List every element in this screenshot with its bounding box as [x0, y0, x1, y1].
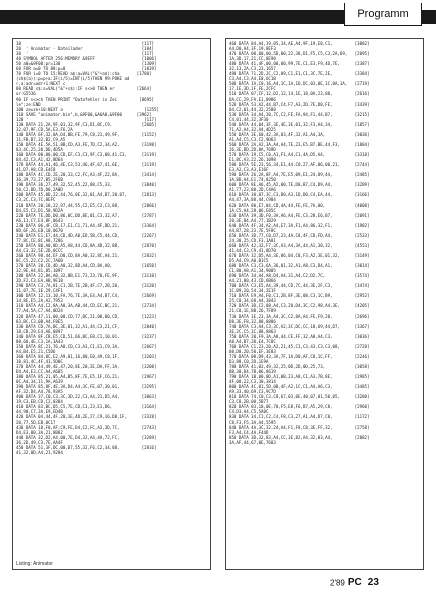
listing-line: (ch$(a)):p=p+a:IF(i/5)=INT(i/5)THEN 99:POKE ad [16, 76, 142, 82]
listing-line: 1C,B9,20,54,34,2E1F [229, 288, 358, 294]
listing-line: 620 DATA 80,E7,84,CD,4A,44,FE,FE,7A,00, [4008] [229, 202, 370, 208]
listing-line: 220 DATA 7E,DD,D0,86,0C,DD,8E,01,C3,32,A7, [2787] [16, 212, 157, 218]
listing-line: 830 DATA 34,C1,C2,C4,F8,C3,27,A1,A4,D7,C0, [1172] [229, 414, 370, 420]
listing-line: 8C,C5,22,C2,2C,7A6B [16, 258, 145, 264]
listing-line: 500 DATA 1A,C0,16,A4,1C,1A,1D,DC,03,0E,1C,0A,1A, [2719] [229, 81, 370, 87]
listing-line: 50 a0=&9F00:pr=130 [1309] [16, 61, 157, 67]
listing-line: 21,C0,1E,8B,26,7F89 [229, 308, 358, 314]
listing-line: A4,B4,E5,21,C5D6 [16, 348, 145, 354]
magazine-name: PC [347, 577, 362, 589]
listing-caption: Listing: Animator [16, 561, 53, 567]
listing-line: A1,77,23,80,2D,C4A6 [229, 187, 358, 193]
listing-line: 8B,30,D4,7B,06,8619 [229, 369, 358, 375]
listing-line: 330 DATA CD,7A,BC,3E,01,32,A1,44,C3,21,CF, [2840] [16, 323, 157, 329]
listing-line: 430 DATA 10,F0,AF,C9,FE,D4,C2,FC,A3,3D,7C, [2743] [16, 424, 157, 430]
listing-line: 120 ' [117] [16, 116, 157, 122]
listing-line: 11,07,7E,1E,29,C4F1 [16, 288, 145, 294]
listing-line: 20 ' Animator - Dateilader [184] [16, 46, 155, 52]
listing-line: 550 DATA 3E,60,42,3A,83,4F,32,A1,A4,3A, [3036] [229, 131, 370, 137]
listing-line: 810 DATA 74,C0,C3,C8,67,03,0E,40,07,01,50,05, [3280] [229, 394, 370, 400]
listing-line: 1A,3D,17,21,CC,8E90 [229, 56, 358, 62]
listing-line: D8,3E,F8,32,88,8806 [229, 318, 358, 324]
listing-line: 32,9E,A4,81,85,1097 [16, 268, 145, 274]
listing-line: 750 DATA 20,F9,3A,A8,44,CE,FF,32,A8,A4,C3, [3036] [229, 333, 370, 339]
listing-line: 70 FOR i=0 TO 15:READ a$:a=VAL("&"+a$):cha [1780] [16, 71, 152, 77]
listing-line: 650 DATA 3D,77,C0,D7,23,4A,C8,4F,CD,FD,A4, [2533] [229, 232, 370, 238]
listing-line: 3A,8D,A4,E1,74,8250 [229, 177, 358, 183]
listing-line: 77,8C,CE,8C,A8,7286 [16, 237, 145, 243]
listing-line: 190 DATA 36,27,49,32,52,45,22,88,C5,33, [3840] [16, 182, 157, 188]
listing-line: 200 DATA 45,0D,22,44,76,0E,32,01,A4,B7,20,07, [2813] [16, 192, 157, 198]
listing-line: D3,88,C0,2D,1E9A [229, 358, 358, 364]
listing-line: 180 DATA 4C,CD,2E,20,33,C2,FC,A3,4F,22,8A, [3414] [16, 172, 157, 178]
listing-line: 340 DATA 8F,CB,E5,CD,51,66,BC,E0,C1,10,01, [3237] [16, 333, 157, 339]
listing-line: or:G5536 [16, 91, 145, 97]
listing-line: 370 DATA 44,49,4E,47,20,8E,20,2E,DA,FF,3A, [3208] [16, 364, 157, 369]
listing-line: 18,CB,29,E4,A6,0897 [16, 328, 145, 334]
listing-line: DA,CC,29,FA,E1,0986 [229, 96, 358, 102]
listing-line: 460 DATA 84,A4,19,05,34,AE,A4,9F,19,E8,C1, [3082] [229, 41, 370, 46]
listing-line: 20,3E,84,A4,77,1B29 [229, 217, 358, 223]
listing-line: 30 ' [117] [16, 51, 155, 57]
listing-line: 840 DATA 4A,3C,32,24,A4,F1,F8,C8,3E,FF,32, [2758] [229, 424, 370, 430]
listing-line: 32,13,2A,C3,23,1657 [229, 66, 358, 72]
listing-line: 150 DATA 4E,5A,51,8B,CD,A3,FE,7D,C2,34,A2, [3198] [16, 141, 157, 147]
listing-line: 60 FOR a=0 TO 88:p=0 [1039] [16, 66, 157, 72]
listing-line: 32,07,9F,CD,5A,E3,F6,2A [16, 126, 145, 132]
listing-line: 08,D0,20,50,EF,3E83 [229, 348, 358, 354]
listing-line: 250 DATA 80,A0,8D,A5,A8,44,CD,8A,4D,32,8B, [2870] [16, 242, 157, 248]
listing-line: 770 DATA 08,D9,43,3A,7F,1A,D0,AF,C8,1C,FF, [2246] [229, 353, 370, 359]
listing-line: 520 DATA 53,A2,44,B7,C4,F7,A3,2D,7E,D0,FE, [3439] [229, 101, 370, 107]
listing-line: 83,BC,C3,0B,A4,F8E5 [16, 318, 145, 324]
listing-line: 730 DATA 1E,23,3A,A4,3C,C2,8A,A4,FE,F9,20, [2696] [229, 313, 370, 319]
listing-line: 41,44,C3,C9,41,8D70 [229, 247, 358, 253]
listing-line: 8D,6F,26,EB,10,0670 [16, 227, 145, 233]
listing-line: 10 [117] [16, 41, 155, 46]
listing-line: 490 DATA 71,2D,2C,C2,09,C1,E1,C1,3C,7E,2E, [3384] [229, 71, 370, 77]
listing-line: 140 DATA 6F,32,0A,D4,BB,FE,79,C8,21,49,9F, [1152] [16, 131, 157, 137]
listing-column-left [12, 38, 211, 570]
listing-line: 660 DATA 42,32,F7,3C,A3,A4,3A,44,A1,30,32, [4553] [229, 242, 370, 248]
listing-line: A1,A4,C5,C3,C2,9D63 [229, 136, 358, 142]
listing-line: 11,FB,B7,32,B2,C9,A5 [16, 136, 145, 142]
listing-line: 630 DATA 39,3D,F0,3A,A6,A4,FE,C3,28,E6,B7, [2091] [229, 212, 370, 218]
listing-line: 44,90,C7,3A,E9,ED4B [16, 409, 145, 415]
listing-line: 230 DATA 06,4F,CB,17,E1,C1,71,A4,4F,DD,21, [3364] [16, 222, 157, 228]
listing-line: D5,A4,C9,A0,B1C5 [229, 258, 358, 264]
listing-line: 170 DATA 44,A1,46,4E,C3,53,46,4F,67,41,6E, [3119] [16, 162, 157, 168]
page-number: 23 [367, 577, 379, 589]
listing-line: 40 SYMBOL AFTER 256:MEMORY &9EFF [1006] [16, 56, 157, 62]
listing-line: 400 DATA 37,C0,C3,3C,3D,22,C3,A4,21,D5,A4, [3063] [16, 394, 157, 400]
listing-line: C4,01,44,32,3F30 [229, 116, 358, 122]
listing-line: 3A,AF,44,67,0E,7603 [229, 439, 358, 445]
listing-line: 680 DATA C3,C3,6A,36,01,32,A1,A8,C3,D4,A1, [3014] [229, 263, 370, 269]
listing-line: 270 DATA 20,CD,4D,A0,32,8D,A4,CD,8A,A0, [1650] [16, 263, 157, 269]
listing-line: D4,A4,E3,CC,A4,A605 [16, 369, 145, 375]
listing-line: 240 DATA E1,E7,44,CD,4D,A0,ED,5B,C5,44,CD, [2267] [16, 232, 157, 238]
listing-line: 25,C0,34,68,A4,3843 [229, 298, 358, 304]
section-title: Programm [344, 3, 422, 26]
listing-line: 760 DATA C1,23,20,A2,21,45,C3,C3,43,C3,C3,08, [2728] [229, 343, 370, 349]
listing-line: 80,60,4E,C3,1A,3A43 [16, 338, 145, 344]
listing-line: A4,C3,32,5E,2D,0CCC [16, 247, 145, 253]
listing-line: 570 DATA 19,C5,C0,A1,F1,A4,C1,4A,D5,A4, [3318] [229, 152, 370, 158]
listing-line: 04,C2,01,44,32,2580 [229, 106, 358, 112]
listing-line: 850 DATA 3D,32,83,A4,CC,3E,82,A4,32,83,A4, [2882] [229, 434, 370, 440]
listing-line: E3,A2,C3,A3,E16F [229, 167, 358, 173]
listing-line: 720 DATA 3D,C2,88,A4,C3,20,D4,3C,C2,98,A4,3E, [4205] [229, 303, 370, 309]
listing-line: 80 READ s$:s=VAL("&"+s$):IF s<>0 THEN er [2664] [16, 86, 152, 92]
listing-line: 580 DATA 5E,23,56,34,E1,44,C8,27,AF,06,00,21, [2744] [229, 162, 370, 168]
listing-line: C1,80,A8,A1,34,9005 [229, 268, 358, 274]
listing-line: 100 ze=ze+10:NEXT a [1255] [16, 106, 159, 112]
listing-line: 820 DATA 03,18,0E,70,F5,E8,F6,B7,A5,29,C8, [2960] [229, 404, 370, 410]
listing-line: 110 SAVE "animator.bin",b,&9F00,&A6A0,&9F00 [3962] [16, 111, 152, 117]
listing-line: 71,A2,A4,32,A4,4D25 [229, 126, 358, 132]
listing-line: F3,A4,C4,4A,F44D [229, 429, 358, 435]
listing-line: 530 DATA 34,A4,20,7C,C2,FE,FA,94,F1,44,B7, [3215] [229, 111, 370, 117]
listing-line: 36,2D,49,C3,7E,AA4F [16, 439, 145, 445]
listing-line: 690 DATA 34,A4,A8,D4,A4,31,A4,C2,D2,7C, [3574] [229, 273, 370, 279]
listing-line: 470 DATA 00,00,00,5D,00,22,38,D1,F5,C5,C3,2A,69, [2095] [229, 51, 370, 57]
page-header [0, 0, 436, 34]
listing-line: 0C,A4,34,11,9A,A639 [16, 379, 145, 385]
listing-line: 560 DATA 2A,A2,3A,A4,A4,7E,23,E5,B7,BE,44,F3, [1804] [229, 141, 370, 147]
listing-line: 700 DATA C3,E5,A4,39,44,CD,7C,44,3E,2F,C3, [3474] [229, 283, 370, 289]
listing-line: 320 DATA 47,11,00,00,CD,77,BC,21,00,00,CD, [1223] [16, 313, 157, 319]
page-footer [330, 574, 379, 592]
listing-line: C3,A4,C3,A4,E0,6C1B [229, 76, 358, 82]
listing-line: 26,3E,DD,2D,8A,769D [229, 146, 358, 152]
listing-line: 800 DATA 4C,01,5D,0B,4F,A2,1C,C1,A4,A6,C3, [3485] [229, 384, 370, 390]
listing-line: C3,2C,C3,7C,8EFC [16, 197, 145, 203]
listing-line: 19,C3,EB,CD,C2,0384 [16, 399, 145, 405]
listing-line: C3,C8,2B,00,5B77 [229, 399, 358, 405]
listing-text-right [229, 41, 421, 555]
listing-line: 610 DATA 30,07,3C,C3,D0,A3,1D,D0,C4,EA,44, [3166] [229, 192, 370, 198]
listing-line: 310 DATA A4,C2,8A,A0,3A,AB,44,CD,EC,BC,21, [2734] [16, 303, 157, 309]
listing-line: 41,32,8D,A4,21,9284 [16, 449, 145, 455]
listing-line: 510 DATA 07,CF,12,D2,12,14,1E,18,0A,23,08, [2616] [229, 91, 370, 97]
listing-line: 440 DATA 32,D2,A4,00,7E,D4,32,A4,4A,72,FC, [3289] [16, 434, 157, 440]
listing-line: 300 DATA 12,13,10,FA,76,7E,3A,E4,A4,B7,C4, [2669] [16, 293, 157, 299]
listing-line: C8,F3,F5,3A,A4,5595 [229, 419, 358, 425]
listing-line: D4,E5,C3,D1,50,9D2A [16, 207, 145, 213]
listing-text-left [16, 41, 208, 555]
listing-line: 280 DATA 22,8A,A0,32,8B,E1,73,23,70,FE,9F, [3110] [16, 273, 157, 279]
listing-line: 600 DATA 8E,A6,45,A2,00,7E,D0,B7,C4,D9,A4, [3289] [229, 182, 370, 188]
listing-line: 410 DATA 83,BC,D5,C5,7E,CD,C3,23,E1,D6, [3164] [16, 404, 157, 410]
listing-line: 260 DATA 98,44,EF,D0,CD,8A,A0,32,8C,A4,21, [2832] [16, 252, 157, 258]
listing-line: 420 DATA 04,44,4F,20,1E,4D,2E,27,C9,16,D8,1F, [3328] [16, 414, 157, 420]
listing-line: 640 DATA 4F,34,A2,A4,E7,3A,F1,A4,86,32,F1, [1982] [229, 222, 370, 228]
listing-line: 83,4C,25,20,DD,4D5A [16, 146, 145, 152]
listing-line: 480 DATA 41,4F,00,00,00,99,7E,C1,E3,F9,4D,7E, [2387] [229, 61, 370, 67]
listing-line: le";ze:END [16, 101, 142, 107]
listing-line: 210 DATA 20,18,22,97,44,55,C2,E5,C3,C3,88, [2866] [16, 202, 157, 208]
listing-line: D4,E3,00,3A,21,8B82 [16, 429, 145, 435]
listing-line: 350 DATA 8C,21,76,A0,CD,C3,A3,C1,E1,C9,3A, [2667] [16, 343, 157, 349]
listing-line: A4,D0,A4,3F,19,8EF3 [229, 46, 358, 52]
listing-line: A4,B7,28,23,7E,5F8C [229, 227, 358, 233]
listing-line: 160 DATA 00,00,00,CD,EF,C3,C3,9F,C3,08,41,C3, [3119] [16, 152, 157, 158]
listing-line: 50,C2,DD,7D,D0,2A0D [16, 187, 145, 193]
listing-line: 3E,2C,C5,1C,88,8863 [229, 328, 358, 334]
listing-line: 2D,F2,C3,EA,AB,9E18 [16, 278, 145, 284]
listing-line: 24,30,25,CD,F3,1A01 [229, 237, 358, 243]
listing-line: 740 DATA C3,A4,C3,3C,A2,3C,DC,CC,18,69,44,D7, [3367] [229, 323, 370, 329]
listing-line: 20,77,5D,EB,0C17 [16, 419, 145, 425]
listing-line: A9,33,40,69,C3,9C7D [229, 389, 358, 395]
listing-line: 36,39,73,27,B5,2F6B [16, 177, 145, 183]
listing-line: 84,42,C3,A1,42,8D64 [16, 157, 145, 163]
listing-line: 780 DATA 41,03,49,32,25,0D,2D,0D,25,73, [3058] [229, 364, 370, 369]
issue-label: 2'89 [330, 578, 345, 588]
listing-line: 41,D7,A8,CD,E4C8 [16, 167, 145, 173]
listing-line: 380 DATA 85,21,05,A4,B5,8F,7E,E5,1F,C6,21, [2967] [16, 374, 157, 380]
listing-line: 130 DATA 21,2A,9F,01,32,9F,C3,D1,BC,C9, [2605] [16, 121, 157, 127]
listing-line: 10,81,4C,4F,41,5D0C [16, 358, 145, 364]
listing-line: 290 DATA C3,7A,81,C1,2B,7E,2B,4F,C7,2B,20, [3120] [16, 283, 157, 289]
listing-line: AF,32,D4,A4,78,93A5 [16, 389, 145, 395]
listing-line: A8,A4,B7,20,E4,7C8C [229, 338, 358, 344]
listing-line: A4,47,3A,88,44,C904 [229, 197, 358, 203]
listing-line: 1A,C5,A4,28,06,E05C [229, 207, 358, 213]
listing-line: A4,21,00,43,CD,6B66 [229, 278, 358, 284]
listing-line: 590 DATA 26,2A,8F,A4,7E,E5,09,E1,24,89,44, [2485] [229, 172, 370, 178]
listing-line: 450 DATA 51,3F,DC,00,D7,55,32,F6,C2,34,88, [2816] [16, 444, 157, 450]
listing-line: r,a:adr=adr+1:NEXT c [16, 81, 145, 87]
listing-line: 17,1E,3D,1F,FE,2CFC [229, 86, 358, 92]
listing-line: 710 DATA E9,A4,F0,C1,2B,8F,3E,08,C3,1C,B9, [2952] [229, 293, 370, 299]
listing-line: 540 DATA 44,04,3F,3E,4E,3E,01,32,F3,A4,34, [1857] [229, 121, 370, 127]
listing-line: 790 DATA 1B,00,0D,A1,0B,23,A8,C1,A3,7B,8E, [2985] [229, 374, 370, 380]
listing-line: C4,D3,A4,C5,5A0C [229, 409, 358, 415]
listing-line: 390 DATA 85,8F,4E,3A,D4,A4,3C,FE,07,30,01, [3295] [16, 384, 157, 390]
listing-line: 360 DATA 84,8C,E2,A9,01,16,80,E0,49,C8,1F, [3203] [16, 353, 157, 359]
listing-column-right [225, 38, 424, 570]
listing-line: A6,11,C7,E4,8F,0643 [16, 217, 145, 223]
listing-line: 77,A4,5A,C7,A4,0D24 [16, 308, 145, 314]
listing-line: 4F,08,22,C3,30,3814 [229, 379, 358, 385]
listing-line: 90 IF s<>ch THEN PRINT "Datafehler in Zei [8695] [16, 96, 155, 102]
listing-line: E1,8C,A3,22,26,1098 [229, 157, 358, 163]
listing-line: 14,8E,E5,2A,A2,7953 [16, 298, 145, 304]
listing-line: 670 DATA 32,D5,A4,3E,86,04,C8,F3,A2,3E,01,32, [3149] [229, 252, 370, 258]
